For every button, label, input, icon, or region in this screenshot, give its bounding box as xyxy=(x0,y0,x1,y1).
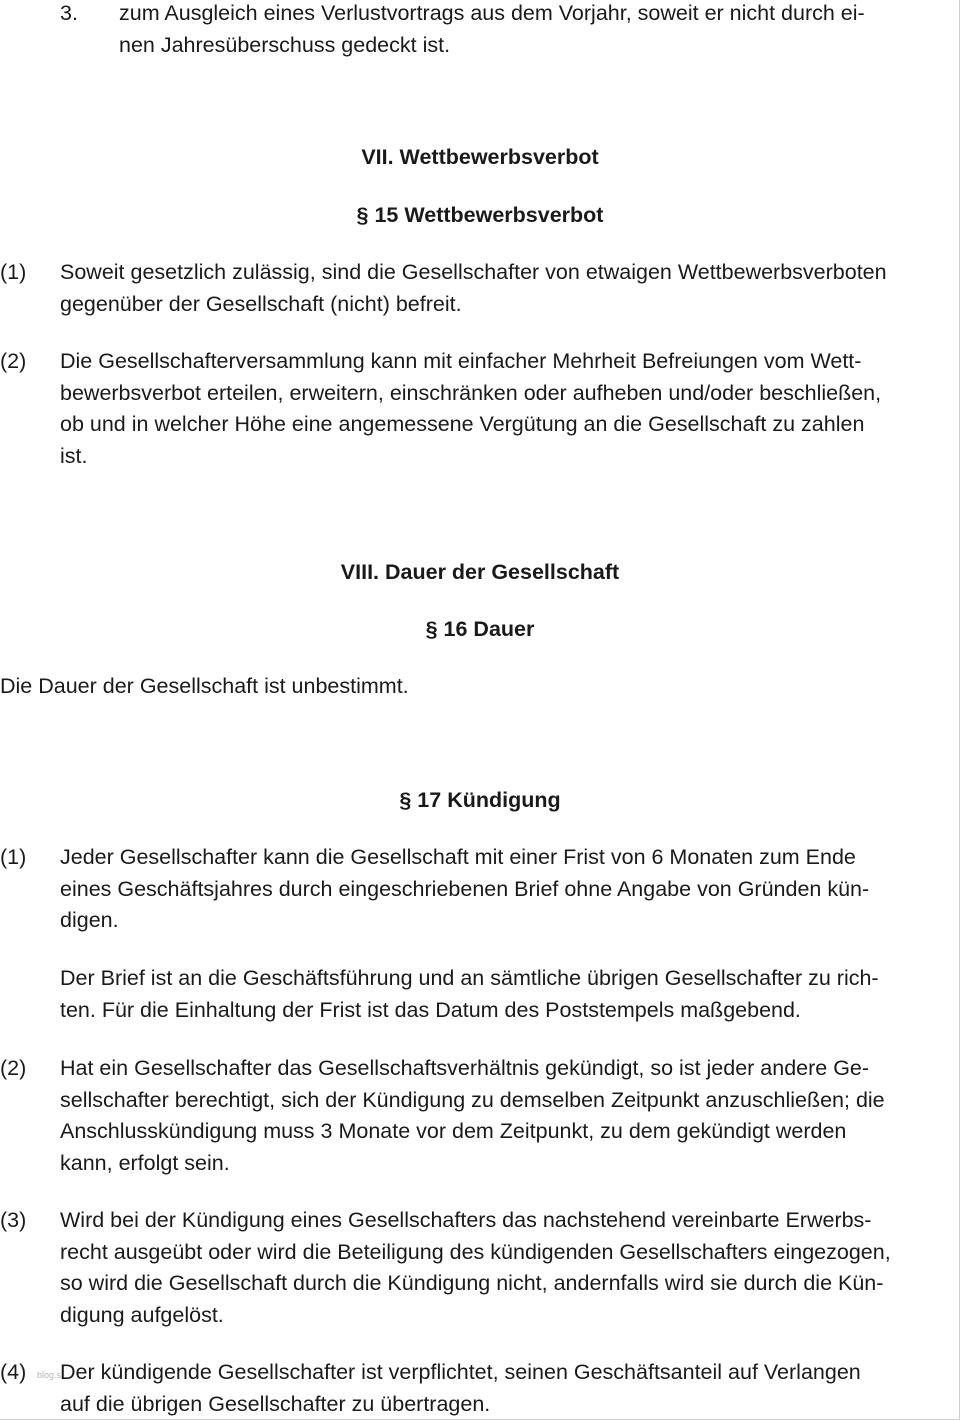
paragraph-heading-17: § 17 Kündigung xyxy=(399,788,561,812)
text-line: Hat ein Gesellschafter das Gesellschaftsverhältnis gekündigt, so ist jeder andere Ge- xyxy=(60,1056,870,1080)
text-line: kann, erfolgt sein. xyxy=(60,1150,230,1175)
text-line: auf die übrigen Gesellschafter zu übertragen. xyxy=(60,1391,491,1416)
text-line: zum Ausgleich eines Verlustvortrags aus dem Vorjahr, soweit er nicht durch ei- xyxy=(119,1,865,25)
text-line: Der Brief ist an die Geschäftsführung und an sämtliche übrigen Gesellschafter zu rich- xyxy=(60,966,879,990)
text-line: Die Gesellschafterversammlung kann mit einfacher Mehrheit Befreiungen vom Wett- xyxy=(60,349,862,373)
watermark-text: blog.s xyxy=(37,1370,62,1380)
paragraph-number: (2) xyxy=(0,1056,27,1080)
text-line: recht ausgeübt oder wird die Beteiligung des kündigenden Gesellschafters eingezogen, xyxy=(60,1239,891,1264)
paragraph-number: (1) xyxy=(0,260,27,284)
paragraph-16-text: Die Dauer der Gesellschaft ist unbestimmt. xyxy=(0,674,409,698)
text-line: digen. xyxy=(60,908,119,932)
text-line: so wird die Gesellschaft durch die Kündigung nicht, andernfalls wird sie durch die Kün- xyxy=(60,1271,884,1295)
paragraph-text xyxy=(60,257,958,320)
text-line: eines Geschäftsjahres durch eingeschriebenen Brief ohne Angabe von Gründen kün- xyxy=(60,876,870,901)
paragraph-number: (4) xyxy=(0,1360,27,1384)
text-line: Der kündigende Gesellschafter ist verpflichtet, seinen Geschäftsanteil auf Verlangen xyxy=(60,1360,861,1384)
text-line: Soweit gesetzlich zulässig, sind die Gesellschafter von etwaigen Wettbewerbsverboten xyxy=(60,260,887,284)
paragraph-number: (3) xyxy=(0,1208,27,1232)
text-line: gegenüber der Gesellschaft (nicht) befreit. xyxy=(60,291,462,316)
paragraph-text xyxy=(60,1053,958,1179)
paragraph-text xyxy=(60,842,958,937)
section-heading-viii: VIII. Dauer der Gesellschaft xyxy=(340,560,620,584)
paragraph-text xyxy=(60,346,958,472)
paragraph-text xyxy=(60,1205,958,1331)
text-line: ob und in welcher Höhe eine angemessene Vergütung an die Gesellschaft zu zahlen xyxy=(60,412,865,436)
text-line: nen Jahresüberschuss gedeckt ist. xyxy=(119,32,451,57)
text-line: Wird bei der Kündigung eines Gesellschafters das nachstehend vereinbarte Erwerbs- xyxy=(60,1208,872,1232)
paragraph-text xyxy=(60,1357,958,1420)
list-item-number: 3. xyxy=(60,1,78,25)
text-line: ten. Für die Einhaltung der Frist ist das Datum des Poststempels maßgebend. xyxy=(60,997,801,1022)
text-line: ist. xyxy=(60,443,88,468)
paragraph-text xyxy=(60,963,958,1026)
list-item-text xyxy=(119,0,958,61)
text-line: Jeder Gesellschafter kann die Gesellschaft mit einer Frist von 6 Monaten zum Ende xyxy=(60,845,856,869)
text-line: Anschlusskündigung muss 3 Monate vor dem Zeitpunkt, zu dem gekündigt werden xyxy=(60,1119,847,1143)
paragraph-number: (1) xyxy=(0,845,27,869)
paragraph-heading-16: § 16 Dauer xyxy=(425,617,535,641)
paragraph-heading-15: § 15 Wettbewerbsverbot xyxy=(356,203,604,227)
text-line: digung aufgelöst. xyxy=(60,1302,224,1327)
text-line: bewerbsverbot erteilen, erweitern, einschränken oder aufheben und/oder beschließen, xyxy=(60,380,882,405)
text-line: sellschafter berechtigt, sich der Kündigung zu demselben Zeitpunkt anzuschließen; die xyxy=(60,1087,885,1112)
section-heading-vii: VII. Wettbewerbsverbot xyxy=(361,145,599,169)
paragraph-number: (2) xyxy=(0,349,27,373)
